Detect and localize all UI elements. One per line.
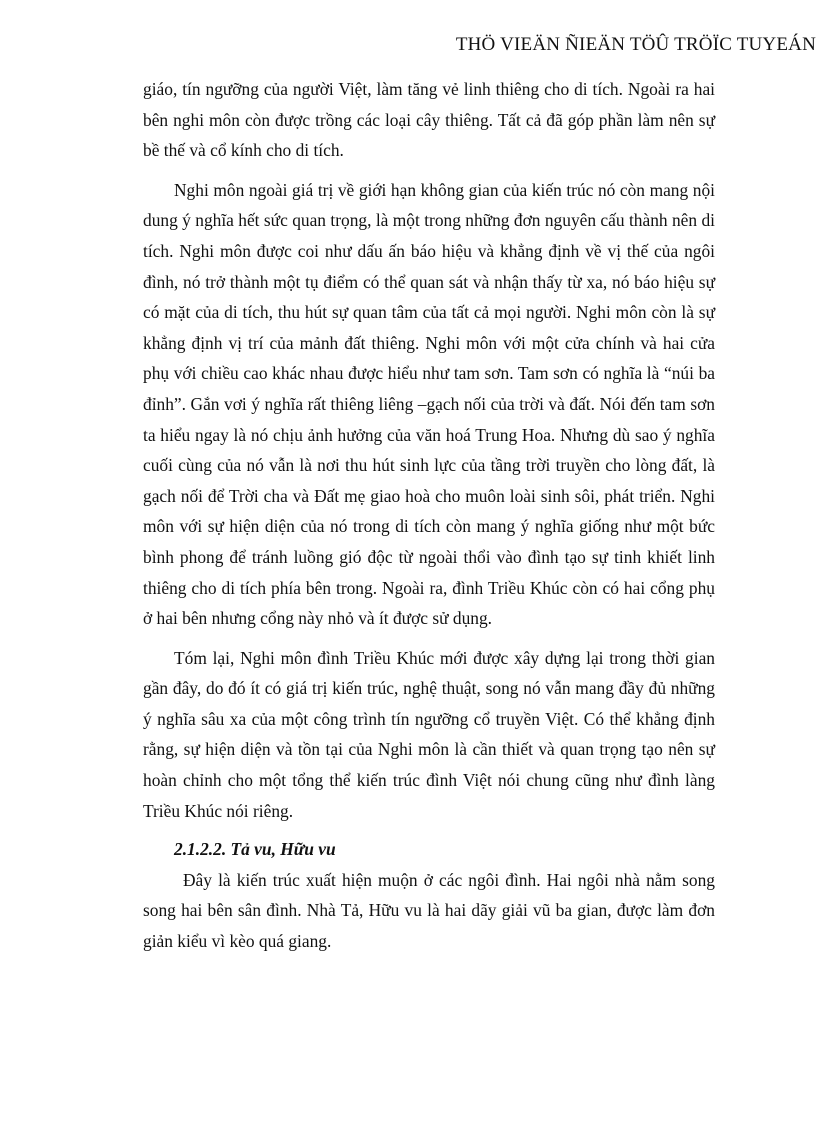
running-header: THÖ VIEÄN ÑIEÄN TÖÛ TRÖÏC TUYEÁN xyxy=(455,34,816,55)
paragraph-ta-vu-huu-vu: Đây là kiến trúc xuất hiện muộn ở các ngôi đình. Hai ngôi nhà nằm song song hai bên sân đình. Nhà Tả, Hữu vu là hai dãy giải vũ ba gian, được làm đơn giản kiểu vì kèo quá giang. xyxy=(143,869,715,952)
section-heading: 2.1.2.2. Tả vu, Hữu vu xyxy=(174,839,336,860)
paragraph-nghi-mon-meaning: Nghi môn ngoài giá trị về giới hạn không gian của kiến trúc nó còn mang nội dung ý nghĩa hết sức quan trọng, là một trong những đơn nguyên cấu thành nên di tích. Nghi môn được coi như dấu ấn báo hiệu và khẳng định về vị thế của ngôi đình, nó trở thành một tụ điểm có thể quan sát và nhận thấy từ xa, nó báo hiệu sự có mặt của di tích, thu hút sự quan tâm của tất cả mọi người. Nghi môn còn là sự khẳng định vị trí của mảnh đất thiêng. Nghi môn với một cửa chính và hai cửa phụ với chiều cao khác nhau được hiểu như tam sơn. Tam sơn có nghĩa là “núi ba đỉnh”. Gắn vơi ý nghĩa rất thiêng liêng –gạch nối của trời và đất. Nói đến tam sơn ta hiểu ngay là nó chịu ảnh hưởng của văn hoá Trung Hoa. Nhưng dù sao ý nghĩa cuối cùng của nó vẫn là nơi thu hút sinh lực của tầng trời truyền cho lòng đất, là gạch nối để Trời cha và Đất mẹ giao hoà cho muôn loài sinh sôi, phát triển. Nghi môn với sự hiện diện của nó trong di tích còn mang ý nghĩa giống như một bức bình phong để tránh luồng gió độc từ ngoài thổi vào đình tạo sự tinh khiết linh thiêng cho di tích phía bên trong. Ngoài ra, đình Triều Khúc còn có hai cổng phụ ở hai bên nhưng cổng này nhỏ và ít được sử dụng. xyxy=(143,179,715,629)
page-body xyxy=(143,74,715,957)
paragraph-continuation: giáo, tín ngưỡng của người Việt, làm tăng vẻ linh thiêng cho di tích. Ngoài ra hai bên nghi môn còn được trồng các loại cây thiêng. Tất cả đã góp phần làm nên sự bề thế và cổ kính cho di tích. xyxy=(143,79,715,161)
paragraph-summary: Tóm lại, Nghi môn đình Triều Khúc mới được xây dựng lại trong thời gian gần đây, do đó ít có giá trị kiến trúc, nghệ thuật, song nó vẫn mang đầy đủ những ý nghĩa sâu xa của một công trình tín ngưỡng cổ truyền Việt. Có thể khẳng định rằng, sự hiện diện và tồn tại của Nghi môn là cần thiết và quan trọng tạo nên sự hoàn chỉnh cho một tổng thể kiến trúc đình Việt nói chung cũng như đình làng Triều Khúc nói riêng. xyxy=(143,647,715,821)
